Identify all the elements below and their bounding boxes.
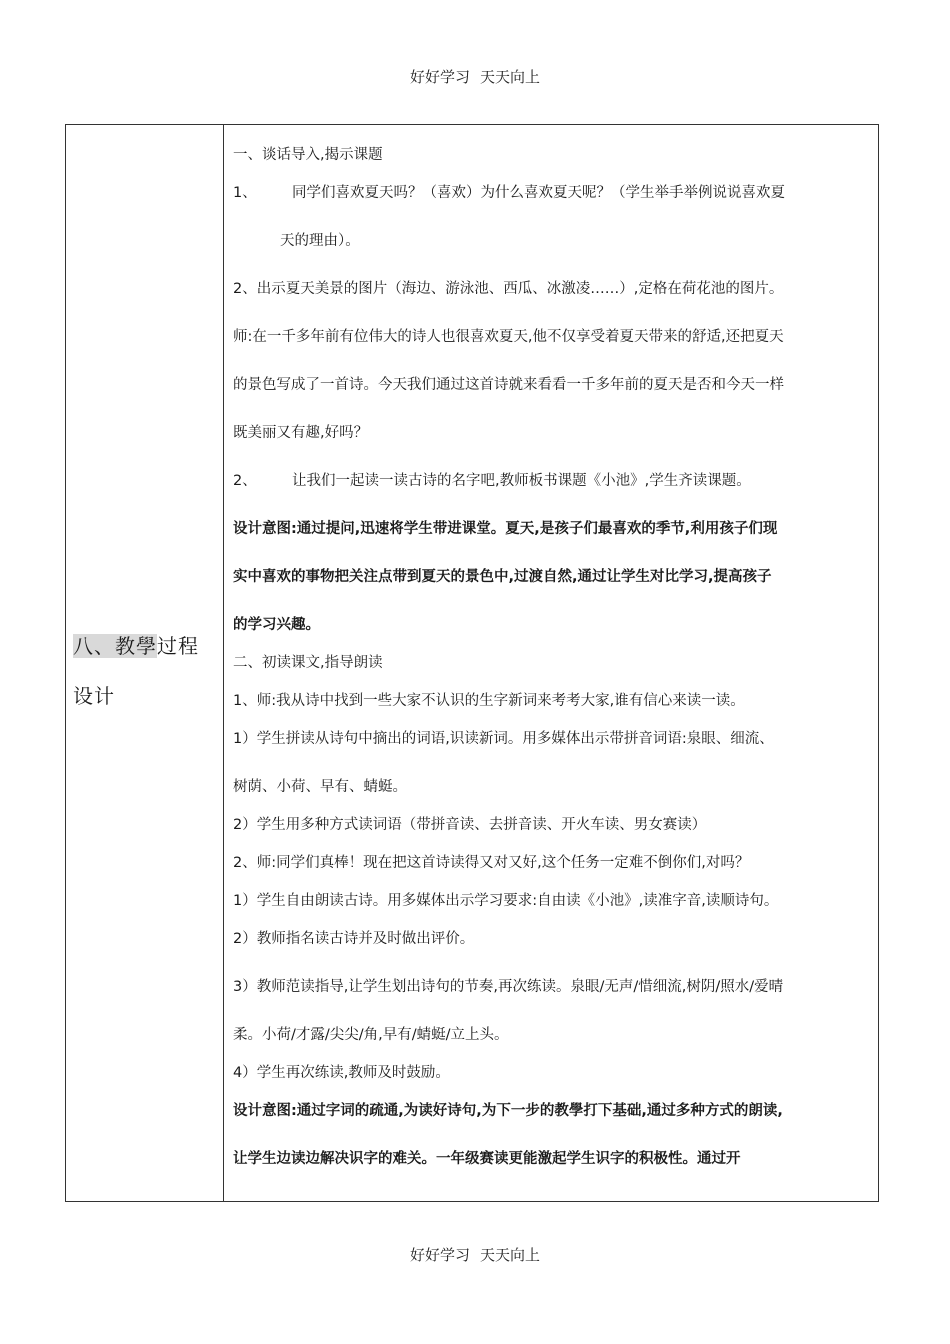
section2-line-1: 1、师:我从诗中找到一些大家不认识的生字新词来考考大家,谁有信心来读一读。: [233, 693, 745, 709]
header-text-right: 天天向上: [480, 68, 541, 86]
teacher-line-1: 师:在一千多年前有位伟大的诗人也很喜欢夏天,他不仅享受着夏天带来的舒适,还把夏天: [233, 329, 784, 345]
content-cell: [224, 125, 878, 1201]
section-label-teaching: 教學: [115, 634, 157, 658]
section1-question2: 2、出示夏天美景的图片（海边、游泳池、西瓜、冰激凌……）,定格在荷花池的图片。: [233, 281, 784, 297]
section2-line-7b: 柔。小荷/才露/尖尖/角,早有/蜻蜓/立上头。: [233, 1027, 509, 1043]
section2-line-5: 1）学生自由朗读古诗。用多媒体出示学习要求:自由读《小池》,读准字音,读顺诗句。: [233, 893, 779, 909]
section1-title: 一、谈话导入,揭示课题: [233, 147, 383, 163]
footer-text-right: 天天向上: [480, 1246, 541, 1264]
item-number: 2、: [233, 473, 257, 489]
item-text: 让我们一起读一读古诗的名字吧,教师板书课题《小池》,学生齐读课题。: [292, 473, 751, 489]
section2-line-8: 4）学生再次练读,教师及时鼓励。: [233, 1065, 450, 1081]
teacher-line-2: 的景色写成了一首诗。今天我们通过这首诗就来看看一千多年前的夏天是否和今天一样: [233, 377, 784, 393]
section-label-design: 设计: [73, 684, 115, 708]
section2-line-2a: 1）学生拼读从诗句中摘出的词语,识读新词。用多媒体出示带拼音词语:泉眼、细流、: [233, 731, 774, 747]
section2-line-6: 2）教师指名读古诗并及时做出评价。: [233, 931, 475, 947]
section-label-process: 过程: [157, 634, 199, 658]
lesson-table: [65, 124, 879, 1202]
section-label-cell: [66, 125, 224, 1201]
header-text-left: 好好学习: [409, 68, 470, 86]
design-intent-1-line-2: 实中喜欢的事物把关注点带到夏天的景色中,过渡自然,通过让学生对比学习,提高孩子: [233, 569, 772, 585]
design-intent-1-line-3: 的学习兴趣。: [233, 617, 320, 633]
section1-question1: [233, 180, 870, 207]
page-header: [0, 66, 950, 87]
section2-line-7a: 3）教师范读指导,让学生划出诗句的节奏,再次练读。泉眼/无声/惜细流,树阴/照水/爱晴: [233, 979, 784, 995]
section1-question3: [233, 468, 870, 495]
section2-line-2b: 树荫、小荷、早有、蜻蜓。: [233, 779, 407, 795]
footer-text-left: 好好学习: [409, 1246, 470, 1264]
item-number: 1、: [233, 185, 257, 201]
design-intent-1-line-1: 设计意图:通过提问,迅速将学生带进课堂。夏天,是孩子们最喜欢的季节,利用孩子们现: [233, 521, 778, 537]
item-text: 同学们喜欢夏天吗？（喜欢）为什么喜欢夏天呢？（学生举手举例说说喜欢夏: [292, 185, 785, 201]
section-label-number: 八、: [73, 634, 115, 658]
teacher-line-3: 既美丽又有趣,好吗？: [233, 425, 369, 441]
section2-line-3: 2）学生用多种方式读词语（带拼音读、去拼音读、开火车读、男女赛读）: [233, 817, 707, 833]
section2-line-4: 2、师:同学们真棒！现在把这首诗读得又对又好,这个任务一定难不倒你们,对吗？: [233, 855, 750, 871]
design-intent-2-line-2: 让学生边读边解决识字的难关。一年级赛读更能激起学生识字的积极性。通过开: [233, 1151, 741, 1167]
design-intent-2-line-1: 设计意图:通过字词的疏通,为读好诗句,为下一步的教學打下基础,通过多种方式的朗读,: [233, 1103, 783, 1119]
section1-question1-cont: 天的理由）。: [280, 233, 360, 249]
section-label: [73, 621, 223, 721]
section2-title: 二、初读课文,指导朗读: [233, 655, 383, 671]
page-footer: [0, 1244, 950, 1265]
